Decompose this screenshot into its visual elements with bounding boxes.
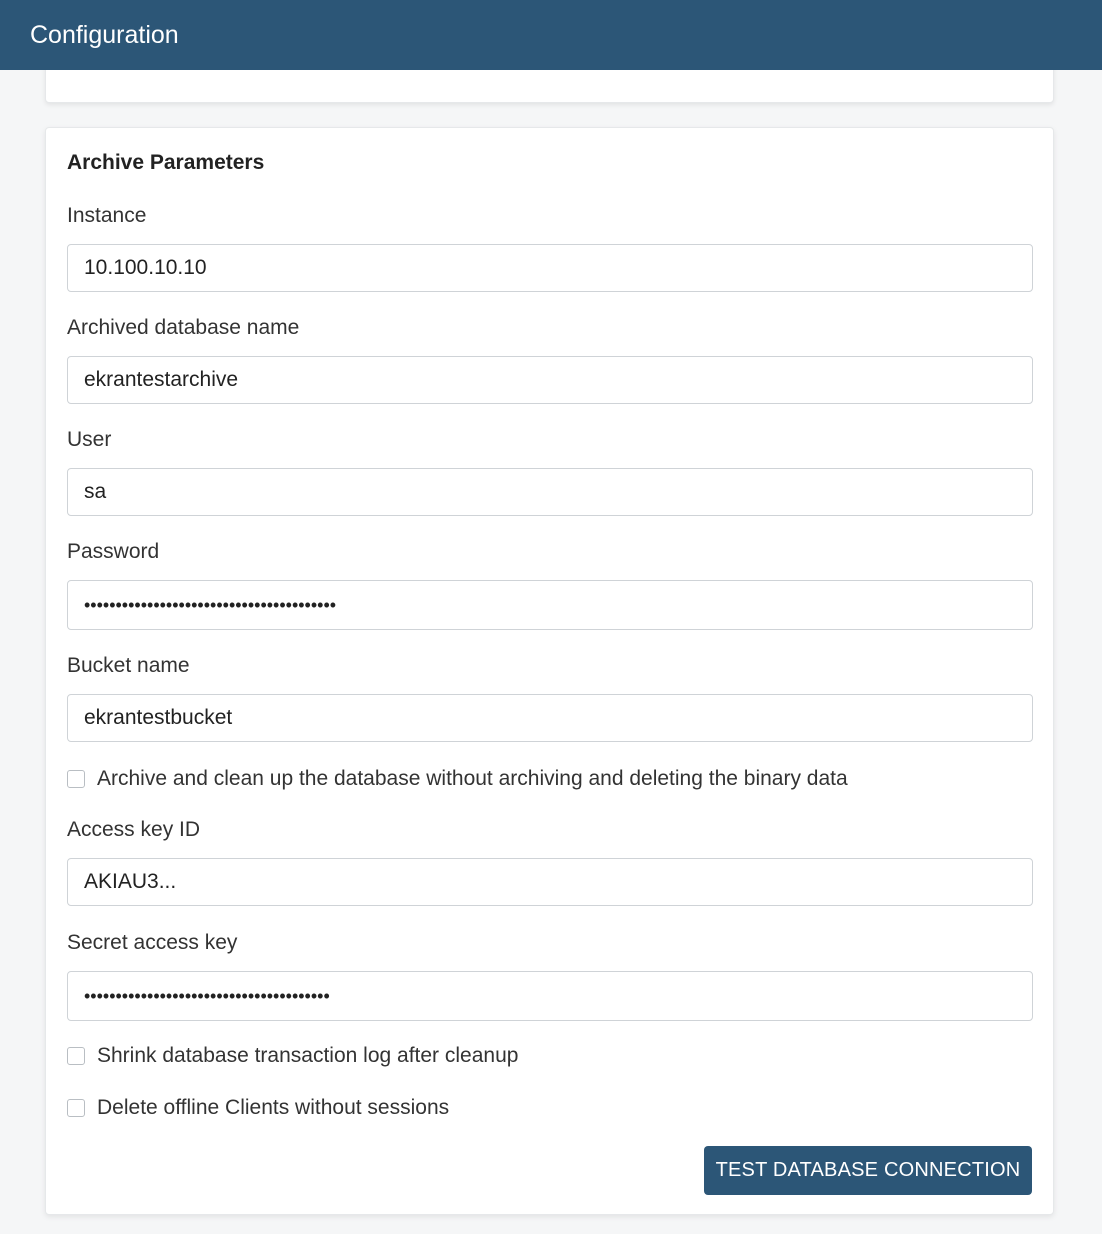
user-label: User bbox=[67, 428, 112, 451]
shrink-log-label: Shrink database transaction log after cleanup bbox=[97, 1044, 519, 1067]
archive-without-binary-checkbox[interactable] bbox=[67, 770, 85, 788]
section-title: Archive Parameters bbox=[67, 151, 265, 174]
access-key-id-input[interactable] bbox=[67, 858, 1033, 906]
test-database-connection-button[interactable]: TEST DATABASE CONNECTION bbox=[704, 1146, 1032, 1195]
bucket-name-label: Bucket name bbox=[67, 654, 190, 677]
page-title: Configuration bbox=[30, 20, 179, 49]
access-key-id-label: Access key ID bbox=[67, 818, 201, 841]
shrink-log-checkbox[interactable] bbox=[67, 1047, 85, 1065]
instance-input[interactable] bbox=[67, 244, 1033, 292]
database-name-label: Archived database name bbox=[67, 316, 300, 339]
bucket-name-input[interactable] bbox=[67, 694, 1033, 742]
user-input[interactable] bbox=[67, 468, 1033, 516]
instance-label: Instance bbox=[67, 204, 147, 227]
archive-parameters-card bbox=[45, 127, 1054, 1215]
secret-access-key-label: Secret access key bbox=[67, 931, 238, 954]
password-label: Password bbox=[67, 540, 160, 563]
archive-without-binary-row[interactable] bbox=[67, 767, 848, 791]
password-input[interactable] bbox=[67, 580, 1033, 630]
delete-offline-clients-label: Delete offline Clients without sessions bbox=[97, 1096, 450, 1119]
secret-access-key-input[interactable] bbox=[67, 971, 1033, 1021]
shrink-log-row[interactable] bbox=[67, 1044, 518, 1068]
delete-offline-clients-checkbox[interactable] bbox=[67, 1099, 85, 1117]
archive-without-binary-label: Archive and clean up the database without archiving and deleting the binary data bbox=[97, 767, 848, 790]
database-name-input[interactable] bbox=[67, 356, 1033, 404]
app-header bbox=[0, 0, 1102, 70]
delete-offline-clients-row[interactable] bbox=[67, 1096, 449, 1120]
